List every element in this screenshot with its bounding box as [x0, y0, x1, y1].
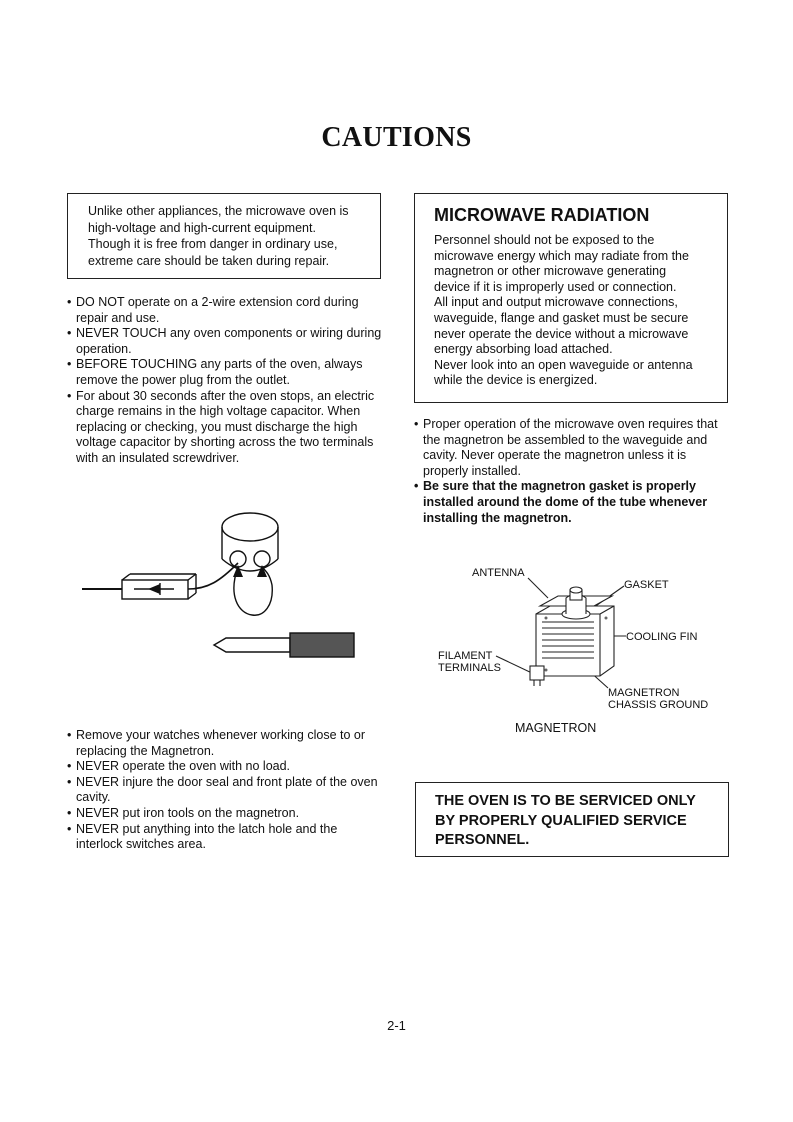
microwave-radiation-box [414, 193, 728, 403]
service-notice-line: BY PROPERLY QUALIFIED SERVICE [435, 812, 687, 829]
list-item: • DO NOT operate on a 2-wire extension cord during [67, 295, 359, 309]
bullet-text: the magnetron be assembled to the waveguide and [423, 432, 708, 447]
chassis-ground-label-1: MAGNETRON [608, 687, 680, 699]
page-title: CAUTIONS [321, 122, 472, 153]
service-notice-line: THE OVEN IS TO BE SERVICED ONLY [435, 793, 696, 809]
radiation-text-line: waveguide, flange and gasket must be secure [434, 310, 689, 325]
list-item: • BEFORE TOUCHING any parts of the oven, always [67, 357, 363, 372]
bullet-text: NEVER injure the door seal and front plate of the oven [76, 774, 378, 789]
magnetron-illustration [490, 570, 630, 700]
radiation-text-line: All input and output microwave connections, [434, 295, 678, 310]
bullet-text: operation. [76, 341, 132, 356]
service-notice-box [415, 782, 729, 857]
bullet-text: repair and use. [76, 310, 160, 325]
radiation-text-line: while the device is energized. [434, 373, 598, 388]
bullet-text: Be sure that the magnetron gasket is properly [423, 479, 696, 494]
list-item: • Remove your watches whenever working close to or [67, 728, 366, 742]
radiation-text-line: Personnel should not be exposed to the [434, 233, 655, 247]
bullet-text: installed around the dome of the tube whenever [423, 494, 708, 509]
radiation-text-line: device if it is improperly used or connection. [434, 279, 677, 294]
chassis-ground-label-2: CHASSIS GROUND [608, 699, 709, 711]
radiation-text-line: microwave energy which may radiate from the [434, 248, 689, 263]
page-number: 2-1 [387, 1018, 406, 1033]
intro-line: extreme care should be taken during repair. [88, 253, 330, 268]
cooling-fin-label: COOLING FIN [626, 631, 698, 643]
list-item: • NEVER put iron tools on the magnetron. [67, 805, 300, 820]
antenna-label: ANTENNA [472, 567, 525, 579]
bullet-text: Proper operation of the microwave oven requires that [423, 417, 718, 431]
bullet-text: cavity. [76, 790, 111, 805]
service-notice-line: PERSONNEL. [435, 832, 530, 848]
bullet-text: properly installed. [423, 463, 521, 478]
intro-box [67, 193, 381, 279]
intro-line: Unlike other appliances, the microwave oven is [88, 204, 349, 218]
bullet-text: BEFORE TOUCHING any parts of the oven, always [76, 357, 363, 372]
magnetron-caption: MAGNETRON [515, 721, 597, 735]
intro-line: Though it is free from danger in ordinary use, [88, 237, 338, 251]
bullet-text: Remove your watches whenever working close to or [76, 728, 366, 742]
bullet-text: NEVER TOUCH any oven components or wiring during [76, 326, 382, 341]
left-bullet-list-top [67, 295, 381, 467]
right-bullet-list [414, 417, 718, 526]
bullet-text: NEVER put anything into the latch hole and the [76, 821, 338, 836]
bullet-text: NEVER operate the oven with no load. [76, 759, 291, 774]
radiation-text-line: magnetron or other microwave generating [434, 264, 667, 279]
capacitor-discharge-illustration [78, 505, 368, 665]
list-item: • NEVER put anything into the latch hole and the [67, 821, 338, 836]
filament-terminals-label-2: TERMINALS [438, 662, 501, 674]
bullet-text: remove the power plug from the outlet. [76, 372, 291, 387]
intro-line: high-voltage and high-current equipment. [88, 220, 316, 235]
bullet-text: charge remains in the high voltage capacitor. When [76, 404, 361, 419]
radiation-text-line: never operate the device without a microwave [434, 326, 689, 341]
list-item: • NEVER injure the door seal and front plate of the oven [67, 774, 378, 789]
radiation-text-line: energy absorbing load attached. [434, 342, 613, 357]
bullet-text: interlock switches area. [76, 837, 206, 852]
bullet-text: voltage capacitor by shorting across the two terminals [76, 435, 374, 450]
list-item: • For about 30 seconds after the oven stops, an electric [67, 388, 375, 403]
bullet-text: cavity. Never operate the magnetron unless it is [423, 448, 687, 463]
bullet-text: installing the magnetron. [423, 510, 572, 525]
bullet-text: NEVER put iron tools on the magnetron. [76, 805, 300, 820]
list-item: • NEVER TOUCH any oven components or wiring during [67, 326, 382, 341]
bullet-text: replacing the Magnetron. [76, 743, 215, 758]
list-item: • NEVER operate the oven with no load. [67, 759, 291, 774]
gasket-label: GASKET [624, 579, 669, 591]
filament-terminals-label-1: FILAMENT [438, 650, 493, 662]
bullet-text: For about 30 seconds after the oven stops, an electric [76, 388, 375, 403]
bullet-text: DO NOT operate on a 2-wire extension cord during [76, 295, 359, 309]
left-bullet-list-bottom [67, 728, 378, 853]
bullet-text: with an insulated screwdriver. [76, 450, 240, 465]
list-item: • Proper operation of the microwave oven requires that [414, 417, 718, 431]
microwave-radiation-heading: MICROWAVE RADIATION [434, 205, 650, 225]
bullet-text: replacing or checking, you must discharge the high [76, 419, 358, 434]
list-item: • Be sure that the magnetron gasket is properly [414, 479, 696, 494]
radiation-text-line: Never look into an open waveguide or antenna [434, 357, 693, 372]
